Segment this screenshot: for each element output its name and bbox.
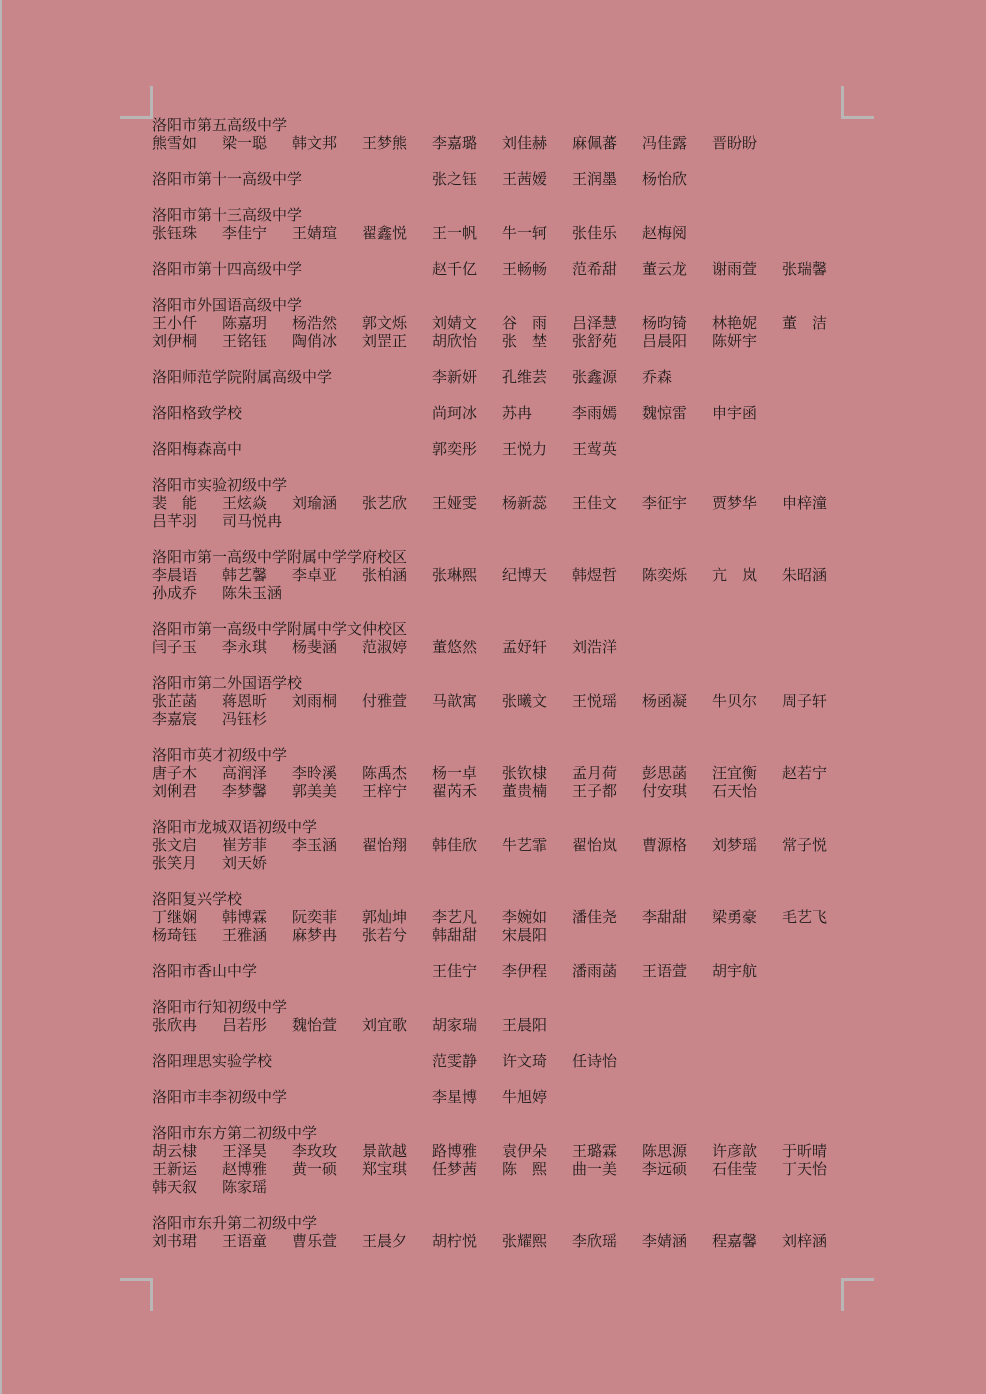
student-name: 申梓潼	[782, 494, 828, 512]
student-name: 郭灿坤	[362, 908, 408, 926]
student-name: 崔芳菲	[222, 836, 268, 854]
name-row	[152, 512, 852, 530]
school-block	[152, 1214, 852, 1250]
student-name: 张笑月	[152, 854, 198, 872]
student-name: 李婧涵	[642, 1232, 688, 1250]
student-name: 汪宜衡	[712, 764, 758, 782]
crop-mark-top-right	[841, 86, 874, 119]
school-block	[152, 674, 852, 728]
school-block	[152, 548, 852, 602]
school-name: 洛阳市实验初级中学	[152, 476, 288, 494]
student-name: 吕芊羽	[152, 512, 198, 530]
student-name: 牛贝尔	[712, 692, 758, 710]
student-name: 王梓宁	[362, 782, 408, 800]
student-name: 唐子木	[152, 764, 198, 782]
student-name: 王子都	[572, 782, 618, 800]
student-name: 彭思菡	[642, 764, 688, 782]
school-name: 洛阳市丰李初级中学	[152, 1088, 288, 1106]
student-name: 陈禹杰	[362, 764, 408, 782]
student-name: 杨斐涵	[292, 638, 338, 656]
student-name: 曹乐萱	[292, 1232, 338, 1250]
student-name: 陶俏冰	[292, 332, 338, 350]
student-name: 郭文烁	[362, 314, 408, 332]
student-name: 任诗怡	[572, 1052, 618, 1070]
student-name: 梁一聪	[222, 134, 268, 152]
student-name: 陈思源	[642, 1142, 688, 1160]
student-name: 张鑫源	[572, 368, 618, 386]
school-block	[152, 1088, 852, 1106]
student-name: 周子轩	[782, 692, 828, 710]
school-name: 洛阳梅森高中	[152, 440, 243, 458]
student-name: 刘瑜涵	[292, 494, 338, 512]
school-name: 洛阳市东升第二初级中学	[152, 1214, 318, 1232]
student-name: 晋盼盼	[712, 134, 758, 152]
student-name: 高润泽	[222, 764, 268, 782]
student-name: 董悠然	[432, 638, 478, 656]
student-name: 范雯静	[432, 1052, 478, 1070]
student-name: 胡柠悦	[432, 1232, 478, 1250]
student-name: 纪博天	[502, 566, 548, 584]
student-name: 张欣冉	[152, 1016, 198, 1034]
school-block	[152, 170, 852, 188]
student-name: 王娅雯	[432, 494, 478, 512]
student-name: 石佳莹	[712, 1160, 758, 1178]
school-block	[152, 368, 852, 386]
student-name: 王泽昊	[222, 1142, 268, 1160]
student-name: 刘婧文	[432, 314, 478, 332]
student-name: 王铭钰	[222, 332, 268, 350]
student-name: 宋晨阳	[502, 926, 548, 944]
student-name: 杨新蕊	[502, 494, 548, 512]
school-name: 洛阳市第五高级中学	[152, 116, 288, 134]
school-block	[152, 476, 852, 530]
student-name: 尚珂冰	[432, 404, 478, 422]
student-name: 吕泽慧	[572, 314, 618, 332]
school-name: 洛阳师范学院附属高级中学	[152, 368, 333, 386]
student-name: 范希甜	[572, 260, 618, 278]
student-name: 吕晨阳	[642, 332, 688, 350]
student-name: 朱昭涵	[782, 566, 828, 584]
student-name: 韩文邦	[292, 134, 338, 152]
student-name: 董云龙	[642, 260, 688, 278]
student-name: 董贵楠	[502, 782, 548, 800]
name-row	[152, 1160, 852, 1178]
school-block	[152, 890, 852, 944]
name-row	[152, 908, 852, 926]
school-name: 洛阳市外国语高级中学	[152, 296, 303, 314]
student-name: 赵梅阅	[642, 224, 688, 242]
name-row	[152, 1016, 852, 1034]
student-name: 王炫焱	[222, 494, 268, 512]
student-name: 刘雨桐	[292, 692, 338, 710]
student-name: 李梦馨	[222, 782, 268, 800]
student-name: 牛艺霏	[502, 836, 548, 854]
student-name: 申宇函	[712, 404, 758, 422]
student-name: 翟怡岚	[572, 836, 618, 854]
school-name: 洛阳市第十四高级中学	[152, 260, 303, 278]
student-name: 王佳文	[572, 494, 618, 512]
student-name: 李欣瑶	[572, 1232, 618, 1250]
school-block	[152, 998, 852, 1034]
student-name: 陈嘉玥	[222, 314, 268, 332]
school-block	[152, 296, 852, 350]
student-name: 赵博雅	[222, 1160, 268, 1178]
student-name: 刘天娇	[222, 854, 268, 872]
student-name: 王一帆	[432, 224, 478, 242]
student-name: 毛艺飞	[782, 908, 828, 926]
student-name: 张佳乐	[572, 224, 618, 242]
student-name: 袁伊朵	[502, 1142, 548, 1160]
name-row	[152, 1142, 852, 1160]
school-name: 洛阳市英才初级中学	[152, 746, 288, 764]
school-block	[152, 818, 852, 872]
student-name: 李永琪	[222, 638, 268, 656]
student-name: 陈妍宇	[712, 332, 758, 350]
name-row	[152, 638, 852, 656]
student-name: 谷 雨	[502, 314, 548, 332]
student-name: 闫子玉	[152, 638, 198, 656]
school-block	[152, 962, 852, 980]
student-name: 董 洁	[782, 314, 828, 332]
student-name: 郭奕彤	[432, 440, 478, 458]
crop-mark-bottom-left	[120, 1278, 153, 1311]
student-name: 王润墨	[572, 170, 618, 188]
student-name: 王璐霖	[572, 1142, 618, 1160]
student-name: 李艺凡	[432, 908, 478, 926]
student-name: 孟月荷	[572, 764, 618, 782]
student-name: 胡宇航	[712, 962, 758, 980]
name-row	[152, 584, 852, 602]
student-name: 张若兮	[362, 926, 408, 944]
student-name: 马歆寓	[432, 692, 478, 710]
student-name: 梁勇豪	[712, 908, 758, 926]
school-name: 洛阳市第十一高级中学	[152, 170, 303, 188]
student-name: 杨浩然	[292, 314, 338, 332]
student-name: 亢 岚	[712, 566, 758, 584]
student-name: 李昤溪	[292, 764, 338, 782]
student-name: 冯钰杉	[222, 710, 268, 728]
student-name: 李伊程	[502, 962, 548, 980]
student-name: 韩天叙	[152, 1178, 198, 1196]
student-name: 杨琦钰	[152, 926, 198, 944]
student-name: 王晨阳	[502, 1016, 548, 1034]
school-name: 洛阳市第一高级中学附属中学学府校区	[152, 548, 408, 566]
student-name: 李征宇	[642, 494, 688, 512]
student-name: 魏惊雷	[642, 404, 688, 422]
student-name: 郭美美	[292, 782, 338, 800]
school-block	[152, 1052, 852, 1070]
student-name: 赵千亿	[432, 260, 478, 278]
student-name: 冯佳露	[642, 134, 688, 152]
name-row	[152, 566, 852, 584]
student-name: 刘俐君	[152, 782, 198, 800]
student-name: 杨一卓	[432, 764, 478, 782]
student-name: 韩艺馨	[222, 566, 268, 584]
school-block	[152, 746, 852, 800]
student-name: 张之钰	[432, 170, 478, 188]
student-name: 陈家瑶	[222, 1178, 268, 1196]
student-name: 郑宝琪	[362, 1160, 408, 1178]
school-block	[152, 404, 852, 422]
student-name: 张钦棣	[502, 764, 548, 782]
student-name: 阮奕菲	[292, 908, 338, 926]
student-name: 张瑞馨	[782, 260, 828, 278]
school-name: 洛阳市龙城双语初级中学	[152, 818, 318, 836]
student-name: 李玫玫	[292, 1142, 338, 1160]
student-name: 翟芮禾	[432, 782, 478, 800]
student-name: 王畅畅	[502, 260, 548, 278]
school-name: 洛阳理思实验学校	[152, 1052, 273, 1070]
student-name: 常子悦	[782, 836, 828, 854]
name-row	[152, 1178, 852, 1196]
student-name: 苏冉	[502, 404, 533, 422]
student-name: 王小仟	[152, 314, 198, 332]
school-name: 洛阳市东方第二初级中学	[152, 1124, 318, 1142]
student-name: 孟妤轩	[502, 638, 548, 656]
student-name: 王语萱	[642, 962, 688, 980]
student-name: 景歆越	[362, 1142, 408, 1160]
student-name: 胡欣怡	[432, 332, 478, 350]
name-row	[152, 836, 852, 854]
student-name: 李嘉璐	[432, 134, 478, 152]
student-name: 孙成乔	[152, 584, 198, 602]
student-name: 张曦文	[502, 692, 548, 710]
student-name: 张舒苑	[572, 332, 618, 350]
student-name: 李雨嫣	[572, 404, 618, 422]
name-row	[152, 134, 852, 152]
student-name: 曲一美	[572, 1160, 618, 1178]
student-name: 李嘉宸	[152, 710, 198, 728]
student-name: 胡云棣	[152, 1142, 198, 1160]
school-name: 洛阳市第一高级中学附属中学文仲校区	[152, 620, 408, 638]
student-name: 李佳宁	[222, 224, 268, 242]
student-name: 刘梓涵	[782, 1232, 828, 1250]
school-name: 洛阳市香山中学	[152, 962, 258, 980]
student-name: 张 埜	[502, 332, 548, 350]
school-name: 洛阳格致学校	[152, 404, 243, 422]
student-name: 裴 能	[152, 494, 198, 512]
student-name: 韩博霖	[222, 908, 268, 926]
student-name: 牛一轲	[502, 224, 548, 242]
student-name: 李甜甜	[642, 908, 688, 926]
student-name: 韩佳欣	[432, 836, 478, 854]
student-name: 王雅涵	[222, 926, 268, 944]
school-block	[152, 260, 852, 278]
student-name: 曹源格	[642, 836, 688, 854]
student-name: 王新运	[152, 1160, 198, 1178]
name-row	[152, 692, 852, 710]
page-edge	[0, 0, 2, 1394]
student-name: 范淑婷	[362, 638, 408, 656]
student-name: 韩甜甜	[432, 926, 478, 944]
student-name: 韩煜哲	[572, 566, 618, 584]
school-name: 洛阳市第二外国语学校	[152, 674, 303, 692]
student-name: 王晨夕	[362, 1232, 408, 1250]
name-row	[152, 926, 852, 944]
student-name: 牛旭婷	[502, 1088, 548, 1106]
student-name: 赵若宁	[782, 764, 828, 782]
student-name: 许文琦	[502, 1052, 548, 1070]
student-name: 杨函凝	[642, 692, 688, 710]
crop-mark-bottom-right	[841, 1278, 874, 1311]
student-name: 刘浩洋	[572, 638, 618, 656]
student-name: 乔森	[642, 368, 673, 386]
student-name: 张耀熙	[502, 1232, 548, 1250]
student-name: 潘佳尧	[572, 908, 618, 926]
crop-mark-top-left	[120, 86, 153, 119]
name-row	[152, 494, 852, 512]
school-name: 洛阳市第十三高级中学	[152, 206, 303, 224]
name-row	[152, 314, 852, 332]
student-name: 张钰珠	[152, 224, 198, 242]
student-name: 潘雨菡	[572, 962, 618, 980]
name-row	[152, 710, 852, 728]
student-name: 刘梦瑶	[712, 836, 758, 854]
student-name: 吕若彤	[222, 1016, 268, 1034]
school-block	[152, 206, 852, 242]
student-name: 杨昀锜	[642, 314, 688, 332]
student-name: 胡家瑞	[432, 1016, 478, 1034]
student-name: 孔维芸	[502, 368, 548, 386]
student-name: 谢雨萱	[712, 260, 758, 278]
student-name: 张柏涵	[362, 566, 408, 584]
student-name: 王悦瑶	[572, 692, 618, 710]
student-name: 刘宜歌	[362, 1016, 408, 1034]
school-block	[152, 440, 852, 458]
student-name: 李婉如	[502, 908, 548, 926]
student-name: 王婧瑄	[292, 224, 338, 242]
name-row	[152, 854, 852, 872]
school-block	[152, 116, 852, 152]
name-row	[152, 1232, 852, 1250]
student-name: 黄一硕	[292, 1160, 338, 1178]
name-row	[152, 782, 852, 800]
student-name: 王梦熊	[362, 134, 408, 152]
name-row	[152, 332, 852, 350]
student-name: 蒋恩昕	[222, 692, 268, 710]
student-name: 路博雅	[432, 1142, 478, 1160]
student-name: 刘伊桐	[152, 332, 198, 350]
name-row	[152, 224, 852, 242]
school-block	[152, 1124, 852, 1196]
student-name: 翟怡翔	[362, 836, 408, 854]
student-name: 李晨语	[152, 566, 198, 584]
school-name: 洛阳市行知初级中学	[152, 998, 288, 1016]
student-name: 石天怡	[712, 782, 758, 800]
student-name: 许彦歆	[712, 1142, 758, 1160]
student-name: 任梦茜	[432, 1160, 478, 1178]
student-name: 付雅萱	[362, 692, 408, 710]
school-block	[152, 620, 852, 656]
student-name: 王悦力	[502, 440, 548, 458]
student-name: 付安琪	[642, 782, 688, 800]
student-name: 王茜嫒	[502, 170, 548, 188]
student-name: 程嘉馨	[712, 1232, 758, 1250]
student-name: 王佳宁	[432, 962, 478, 980]
student-name: 丁天怡	[782, 1160, 828, 1178]
student-name: 王语童	[222, 1232, 268, 1250]
student-name: 魏怡萱	[292, 1016, 338, 1034]
student-name: 张琳熙	[432, 566, 478, 584]
student-name: 贾梦华	[712, 494, 758, 512]
student-name: 李卓亚	[292, 566, 338, 584]
student-name: 刘佳赫	[502, 134, 548, 152]
student-name: 张芷菡	[152, 692, 198, 710]
student-name: 张艺欣	[362, 494, 408, 512]
student-name: 熊雪如	[152, 134, 198, 152]
student-name: 刘书珺	[152, 1232, 198, 1250]
student-name: 王莺英	[572, 440, 618, 458]
student-name: 翟鑫悦	[362, 224, 408, 242]
student-name: 于昕晴	[782, 1142, 828, 1160]
student-name: 麻佩蕃	[572, 134, 618, 152]
student-name: 陈朱玉涵	[222, 584, 283, 602]
student-name: 麻梦冉	[292, 926, 338, 944]
student-name: 李星博	[432, 1088, 478, 1106]
student-name: 李新妍	[432, 368, 478, 386]
student-name: 张文启	[152, 836, 198, 854]
student-name: 李远硕	[642, 1160, 688, 1178]
school-list	[152, 116, 852, 1268]
student-name: 杨怡欣	[642, 170, 688, 188]
student-name: 丁继娴	[152, 908, 198, 926]
student-name: 司马悦冉	[222, 512, 283, 530]
student-name: 刘罡正	[362, 332, 408, 350]
school-name: 洛阳复兴学校	[152, 890, 243, 908]
student-name: 陈奕烁	[642, 566, 688, 584]
student-name: 陈 熙	[502, 1160, 548, 1178]
student-name: 李玉涵	[292, 836, 338, 854]
name-row	[152, 764, 852, 782]
student-name: 林艳妮	[712, 314, 758, 332]
